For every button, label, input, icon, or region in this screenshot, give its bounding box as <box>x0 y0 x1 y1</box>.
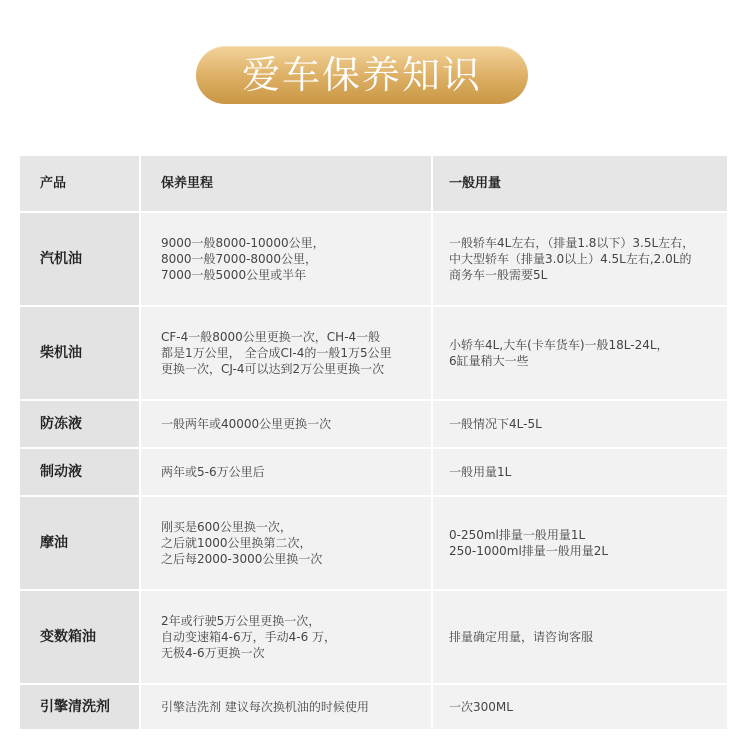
product-name: 变数箱油 <box>20 591 141 683</box>
usage-text: 0-250ml排量一般用量1L 250-1000ml排量一般用量2L <box>433 497 727 589</box>
header-usage: 一般用量 <box>433 156 727 211</box>
mileage-text: CF-4一般8000公里更换一次，CH-4一般 都是1万公里， 全合成CI-4的一般1万5公里 更换一次，CJ-4可以达到2万公里更换一次 <box>141 307 433 399</box>
mileage-text: 刚买是600公里换一次， 之后就1000公里换第二次， 之后每2000-3000公里换一次 <box>141 497 433 589</box>
mileage-text: 9000一般8000-10000公里， 8000一般7000-8000公里， 7000一般5000公里或半年 <box>141 213 433 305</box>
product-name: 防冻液 <box>20 401 141 447</box>
mileage-text: 两年或5-6万公里后 <box>141 449 433 495</box>
table-row <box>20 213 727 307</box>
product-name: 柴机油 <box>20 307 141 399</box>
usage-text: 一般轿车4L左右，（排量1.8以下）3.5L左右， 中大型轿车（排量3.0以上）4.5L左右,2.0L的 商务车一般需要5L <box>433 213 727 305</box>
product-name: 引擎清洗剂 <box>20 685 141 729</box>
table-row <box>20 497 727 591</box>
title-banner <box>196 46 528 104</box>
table-row <box>20 591 727 685</box>
table-row <box>20 401 727 449</box>
usage-text: 一般用量1L <box>433 449 727 495</box>
table-row <box>20 449 727 497</box>
header-mileage: 保养里程 <box>141 156 433 211</box>
usage-text: 小轿车4L,大车(卡车货车)一般18L-24L， 6缸量稍大一些 <box>433 307 727 399</box>
product-name: 摩油 <box>20 497 141 589</box>
maintenance-table <box>20 156 727 731</box>
page-title: 爱车保养知识 <box>241 53 482 97</box>
table-header-row <box>20 156 727 213</box>
product-name: 制动液 <box>20 449 141 495</box>
table-row <box>20 307 727 401</box>
usage-text: 排量确定用量，请咨询客服 <box>433 591 727 683</box>
usage-text: 一般情况下4L-5L <box>433 401 727 447</box>
mileage-text: 一般两年或40000公里更换一次 <box>141 401 433 447</box>
product-name: 汽机油 <box>20 213 141 305</box>
mileage-text: 2年或行驶5万公里更换一次， 自动变速箱4-6万，手动4-6 万， 无极4-6万更换一次 <box>141 591 433 683</box>
table-row <box>20 685 727 731</box>
mileage-text: 引擎洁洗剂 建议每次换机油的时候使用 <box>141 685 433 729</box>
header-product: 产品 <box>20 156 141 211</box>
usage-text: 一次300ML <box>433 685 727 729</box>
